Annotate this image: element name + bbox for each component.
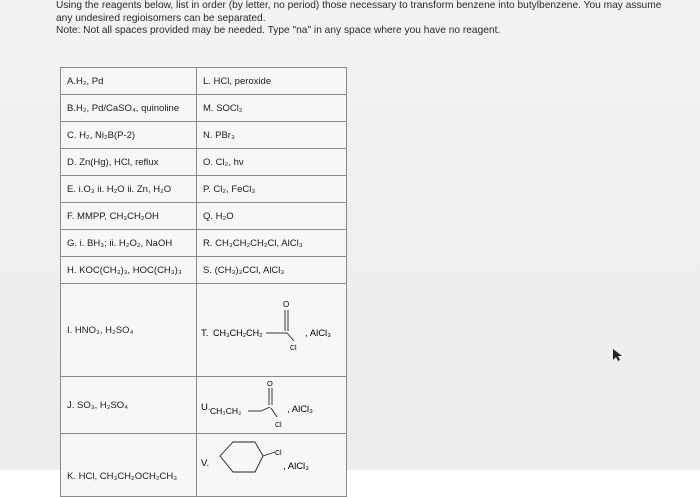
reagent-q: Q. H₂O (197, 203, 347, 230)
table-row (61, 203, 347, 230)
reagent-b: B.H₂, Pd/CaSO₄, quinoline (61, 95, 197, 122)
reagent-table (60, 67, 347, 497)
reagent-s: S. (CH₃)₃CCl, AlCl₃ (197, 257, 347, 284)
reagent-u-bond (271, 408, 277, 417)
table-row (61, 257, 347, 284)
reagent-u (197, 377, 347, 434)
reagent-g: G. i. BH₃; ii. H₂O₂, NaOH (61, 230, 197, 257)
instruction-line-2: any undesired regioisomers can be separated. (56, 12, 266, 24)
reagent-h: H. KOC(CH₃)₃, HOC(CH₃)₃ (61, 257, 197, 284)
reagent-t-catalyst: , AlCl₃ (305, 328, 332, 339)
reagent-u-label: U. (201, 402, 211, 413)
reagent-u-structure (197, 377, 347, 433)
reagent-v-cyclohexane-ring (220, 442, 263, 472)
table-row (61, 95, 347, 122)
reagent-d: D. Zn(Hg), HCl, reflux (61, 149, 197, 176)
reagent-r: R. CH₃CH₂CH₂Cl, AlCl₃ (197, 230, 347, 257)
table-row (61, 284, 347, 377)
reagent-u-bond (261, 407, 270, 411)
reagent-t-chlorine: Cl (290, 345, 297, 352)
reagent-p: P. Cl₂, FeCl₃ (197, 176, 347, 203)
reagent-n: N. PBr₃ (197, 122, 347, 149)
reagent-a: A.H₂, Pd (61, 68, 197, 95)
reagent-e: E. i.O₃ ii. H₂O ii. Zn, H₂O (61, 176, 197, 203)
reagent-j: J. SO₃, H₂SO₄ (61, 377, 197, 434)
reagent-c: C. H₂, Ni₂B(P-2) (61, 122, 197, 149)
reagent-t-bond (287, 333, 294, 341)
reagent-u-chain: CH₃CH₂ (210, 406, 242, 416)
reagent-m: M. SOCl₂ (197, 95, 347, 122)
instruction-line-1: Using the reagents below, list in order (by letter, no period) those necessary to transform benzene into butylbenzene. You may assume (56, 0, 662, 11)
mouse-cursor-icon (612, 348, 622, 362)
reagent-t-label: T. (201, 328, 209, 339)
reagent-t-structure (197, 284, 347, 376)
instruction-line-3: Note: Not all spaces provided may be needed. Type "na" in any space where you have no reagent. (56, 25, 501, 36)
question-instructions (56, 0, 696, 38)
table-row (61, 68, 347, 95)
reagent-t-oxygen: O (283, 300, 290, 309)
reagent-v (197, 434, 347, 497)
reagent-v-catalyst: , AlCl₃ (283, 461, 310, 472)
reagent-v-bond (263, 452, 275, 456)
reagent-v-structure (197, 434, 347, 482)
table-row (61, 122, 347, 149)
reagent-i: I. HNO₃, H₂SO₄ (61, 284, 197, 377)
reagent-l: L. HCl, peroxide (197, 68, 347, 95)
reagent-f: F. MMPP, CH₃CH₂OH (61, 203, 197, 230)
table-row (61, 377, 347, 434)
reagent-t (197, 284, 347, 377)
table-row (61, 176, 347, 203)
reagent-v-chlorine: Cl (275, 450, 282, 457)
reagent-o: O. Cl₂, hν (197, 149, 347, 176)
reagent-u-chlorine: Cl (275, 422, 282, 429)
reagent-k: K. HCl, CH₃CH₂OCH₂CH₃ (61, 434, 197, 497)
reagent-t-chain: CH₃CH₂CH₂ (213, 328, 263, 338)
table-row (61, 434, 347, 497)
reagent-u-catalyst: , AlCl₃ (287, 404, 314, 415)
reagent-u-oxygen: O (267, 379, 273, 388)
reagent-v-label: V. (201, 458, 210, 469)
table-row (61, 149, 347, 176)
table-row (61, 230, 347, 257)
